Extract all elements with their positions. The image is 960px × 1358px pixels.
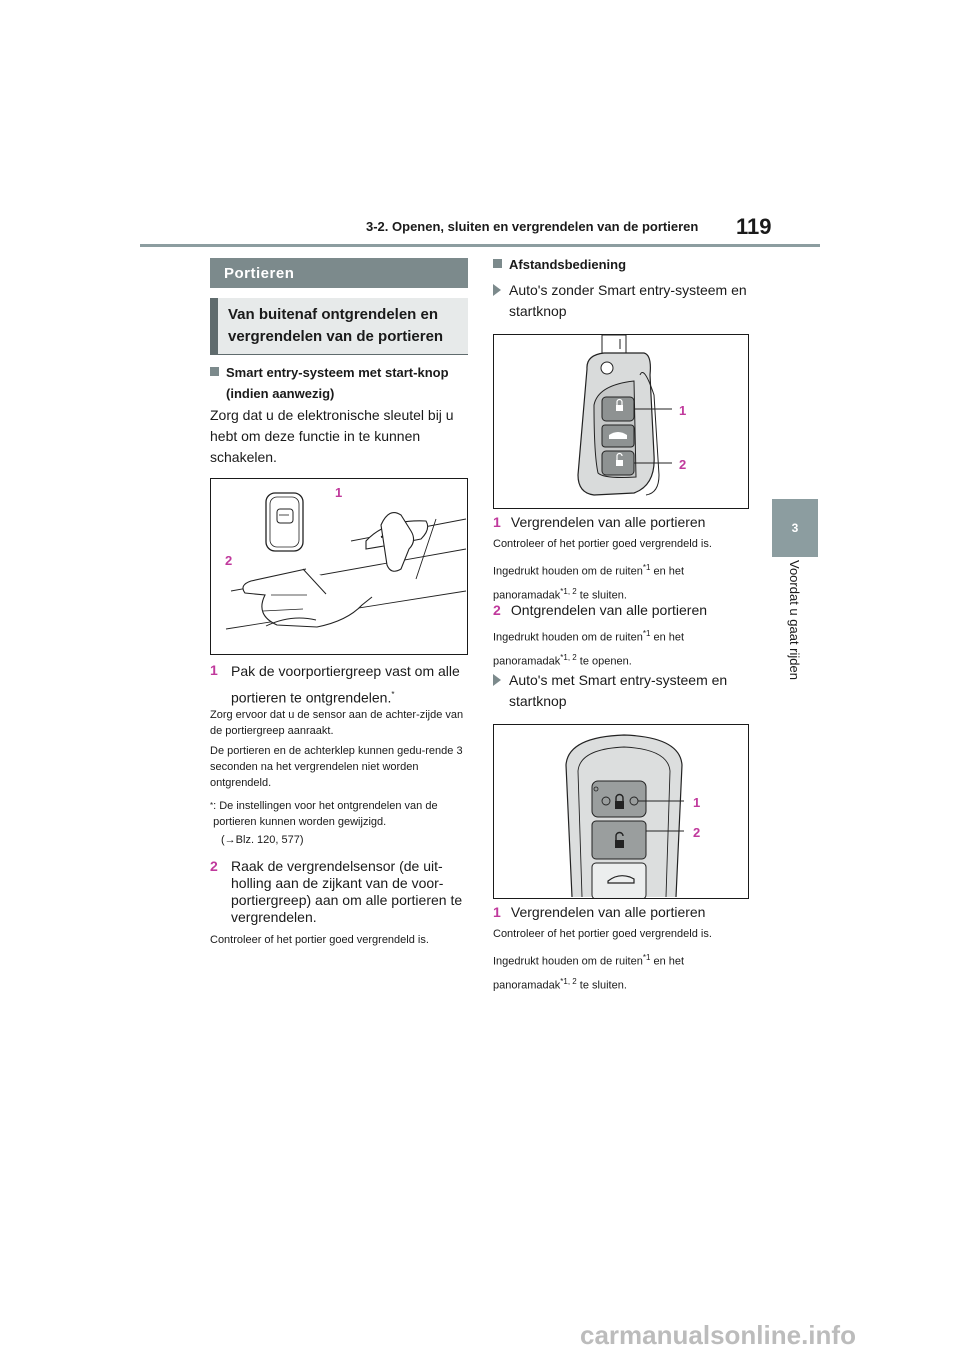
triangle-bullet-icon [493, 284, 501, 296]
callout-2: 2 [679, 457, 687, 472]
step-2-note: Controleer of het portier goed vergrendeld is. [210, 934, 429, 946]
remote-unlock-step: 2 Ontgrendelen van alle portieren [493, 600, 751, 621]
smart-lock-step: 1 Vergrendelen van alle portieren [493, 902, 751, 923]
door-handle-figure [210, 478, 468, 655]
smart-lock-hold-note: Ingedrukt houden om de ruiten$^{*1}$ en het panoramadak$^{*1, 2}$ te sluiten. [493, 953, 685, 992]
triangle-bullet-icon [493, 674, 501, 686]
remote-lock-step: 1 Vergrendelen van alle portieren [493, 512, 751, 533]
sub-heading-with-smart: Auto's met Smart entry-systeem en startknop [493, 670, 751, 712]
step-number: 2 [210, 858, 218, 874]
chapter-title: Voordat u gaat rijden [787, 560, 802, 680]
running-header-title: 3-2. Openen, sluiten en vergrendelen van de portieren [366, 219, 699, 234]
smart-key-figure [493, 724, 749, 899]
callout-1: 1 [693, 795, 701, 810]
step-2: 2 Raak de vergrendelsensor (de uit-holling aan de zijkant van de voor-portiergreep) aan om alle portieren te vergrendelen. [210, 858, 463, 925]
intro-paragraph: Zorg dat u de elektronische sleutel bij u hebt om deze functie in te kunnen schakelen. [210, 407, 454, 465]
callout-1: 1 [335, 485, 343, 500]
door-handle-illustration [211, 479, 467, 654]
subsection-bar: Van buitenaf ontgrendelen en vergrendelen van de portieren [210, 298, 468, 355]
page-number: 119 [736, 214, 772, 239]
step-number: 1 [493, 904, 501, 920]
flip-key-illustration [494, 335, 748, 508]
remote-lock-note: Controleer of het portier goed vergrendeld is. [493, 538, 712, 550]
header-rule [140, 244, 820, 247]
step-number: 2 [493, 602, 501, 618]
callout-2: 2 [693, 825, 701, 840]
smart-lock-note: Controleer of het portier goed vergrendeld is. [493, 928, 712, 940]
step-1-note-delay: De portieren en de achterklep kunnen gedu-rende 3 seconden na het vergrendelen niet worden ontgrendeld. [210, 745, 463, 789]
footnote: * : De instellingen voor het ontgrendelen van de portieren kunnen worden gewijzigd. (→Blz. 120, 577) [210, 798, 468, 848]
sub-heading-without-smart: Auto's zonder Smart entry-systeem en startknop [493, 280, 751, 322]
step-1: 1 Pak de voorportiergreep vast om alle portieren te ontgrendelen.* [210, 660, 468, 710]
remote-unlock-hold-note: Ingedrukt houden om de ruiten$^{*1}$ en het panoramadak$^{*1, 2}$ te openen. [493, 629, 685, 668]
square-bullet-icon [210, 367, 219, 376]
footnote-page-ref: (→Blz. 120, 577) [221, 834, 304, 846]
step-number: 1 [210, 662, 218, 678]
callout-1: 1 [679, 403, 687, 418]
flip-key-figure [493, 334, 749, 509]
watermark: carmanualsonline.info [580, 1320, 856, 1350]
smart-key-illustration [494, 725, 748, 898]
remote-heading: Afstandsbediening [493, 254, 753, 275]
remote-lock-hold-note: Ingedrukt houden om de ruiten$^{*1}$ en het panoramadak$^{*1, 2}$ te sluiten. [493, 563, 685, 602]
step-1-note-sensor: Zorg ervoor dat u de sensor aan de achter-zijde van de portiergreep aanraakt. [210, 709, 464, 737]
section-bar: Portieren [210, 258, 468, 288]
chapter-tab: 3 [772, 499, 818, 557]
smart-entry-heading: Smart entry-systeem met start-knop (indien aanwezig) [210, 362, 468, 404]
square-bullet-icon [493, 259, 502, 268]
step-number: 1 [493, 514, 501, 530]
callout-2: 2 [225, 553, 233, 568]
